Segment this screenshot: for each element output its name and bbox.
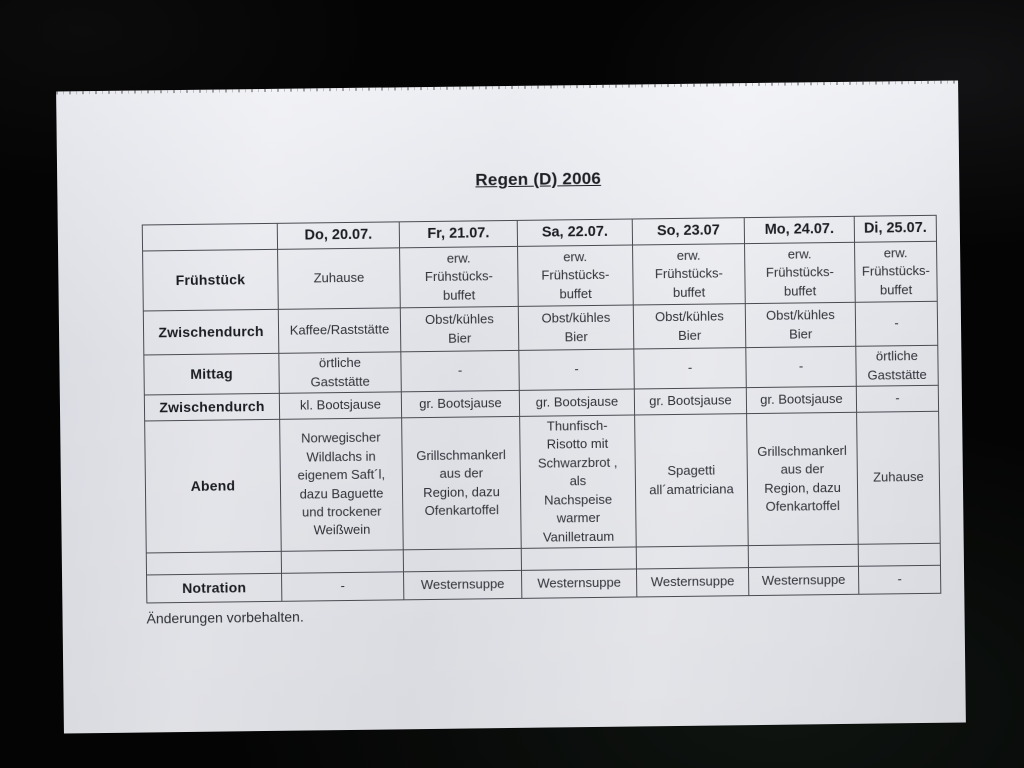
row-label: Frühstück [143,249,279,311]
meal-cell: - [519,349,634,390]
meal-cell: Grillschmankerl aus der Region, dazu Ofenkartoffel [747,412,859,546]
day-header-do: Do, 20.07. [277,222,399,249]
row-label: Mittag [144,353,279,395]
meal-cell: Westernsuppe [748,566,858,595]
meal-cell: erw. Frühstücks- buffet [518,245,634,306]
meal-cell: Spagetti all´amatriciana [635,414,749,548]
meal-cell [521,547,636,570]
day-header-di: Di, 25.07. [854,215,936,242]
meal-cell: - [401,350,519,391]
meal-cell: gr. Bootsjause [634,388,746,415]
meal-cell: - [856,385,938,412]
meal-cell: - [858,565,940,594]
meal-cell: örtliche Gaststätte [279,352,401,393]
document-content [141,165,940,627]
meal-cell [281,550,403,573]
meal-cell: - [855,301,938,346]
paper-sheet [56,81,966,734]
footnote: Änderungen vorbehalten. [146,608,304,627]
meal-cell: Grillschmankerl aus der Region, dazu Ofenkartoffel [402,416,522,550]
corner-cell [142,223,277,251]
meal-cell [858,543,940,566]
day-header-sa: Sa, 22.07. [517,219,632,246]
meal-cell: örtliche Gaststätte [856,345,938,386]
day-header-fr: Fr, 21.07. [399,220,517,247]
meal-cell [748,544,858,567]
meal-cell: erw. Frühstücks- buffet [633,244,746,305]
meal-cell: Zuhause [857,411,941,544]
meal-cell: Obst/kühles Bier [745,302,856,347]
meal-cell: Norwegischer Wildlachs in eigenem Saft´l, dazu Baguette und trockener Weißwein [280,418,404,552]
row-label: Abend [145,419,282,553]
meal-cell: - [282,572,404,601]
row-label [146,551,281,575]
meal-cell: Zuhause [278,248,401,309]
row-label: Zwischendurch [143,309,279,355]
meal-cell: Obst/kühles Bier [518,305,634,350]
meal-cell: erw. Frühstücks- buffet [400,246,519,307]
table-row-dinner [145,411,941,553]
meal-cell: gr. Bootsjause [401,390,519,417]
meal-cell: Obst/kühles Bier [400,306,519,351]
meal-cell: gr. Bootsjause [746,386,856,413]
meal-cell: gr. Bootsjause [519,389,634,416]
meal-cell: Kaffee/Raststätte [278,308,401,353]
meal-cell: Westernsuppe [521,569,636,598]
meal-cell: Westernsuppe [404,571,522,600]
meal-cell: - [746,346,856,387]
meal-cell: Thunfisch- Risotto mit Schwarzbrot , als Nachspeise warmer Vanilletraum [520,415,637,549]
meal-cell: Obst/kühles Bier [633,304,746,349]
meal-cell: - [634,348,746,389]
row-label: Zwischendurch [144,393,279,421]
menu-table [142,215,942,604]
meal-cell: erw. Frühstücks- buffet [745,242,856,303]
day-header-mo: Mo, 24.07. [744,216,854,243]
table-row-breakfast [143,241,938,311]
meal-cell: kl. Bootsjause [279,392,401,419]
page-title: Regen (D) 2006 [475,168,602,190]
meal-cell [403,549,521,572]
meal-cell: Westernsuppe [636,568,748,597]
row-label: Notration [147,573,282,603]
meal-cell [636,546,748,569]
day-header-so: So, 23.07 [632,218,744,245]
meal-cell: erw. Frühstücks- buffet [855,241,938,302]
